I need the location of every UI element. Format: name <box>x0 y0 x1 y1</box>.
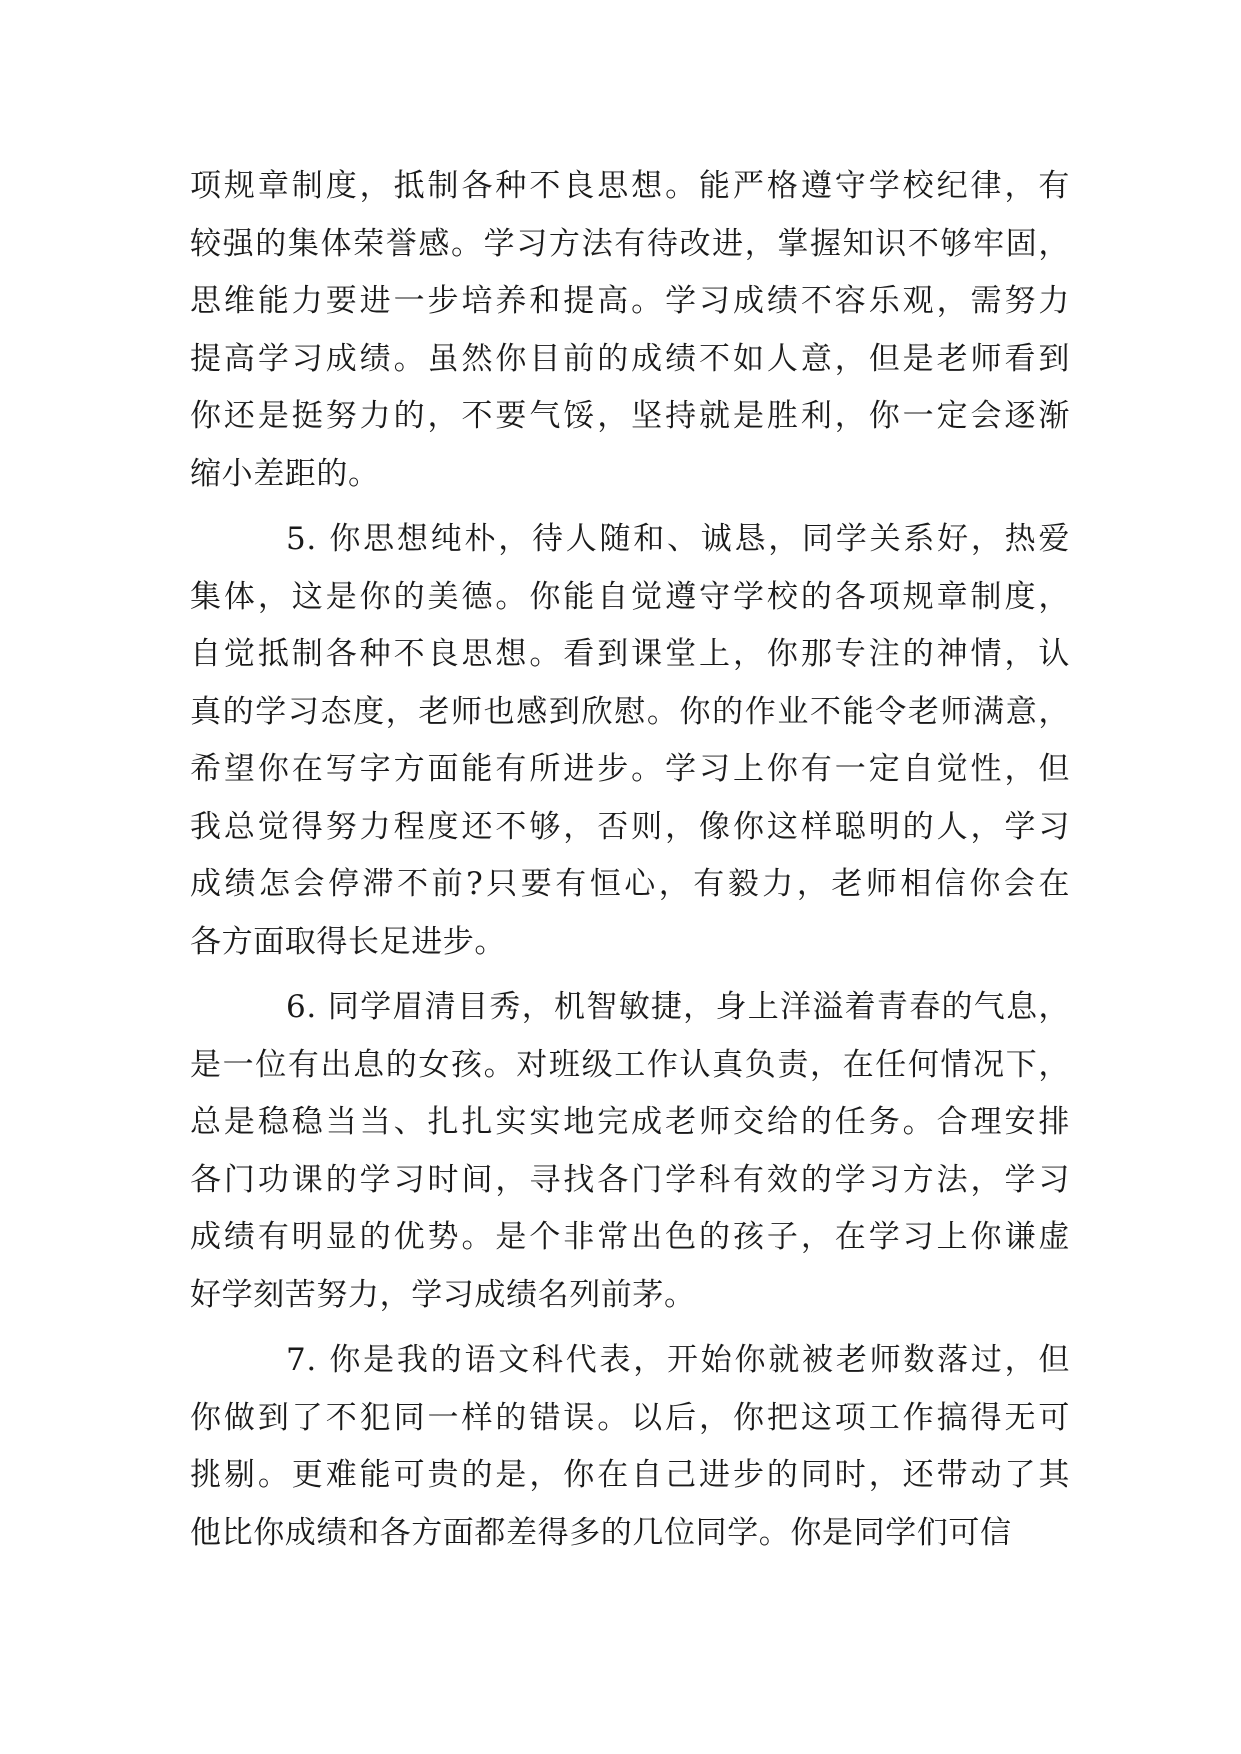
text-line: 成绩怎会停滞不前?只要有恒心，有毅力，老师相信你会在 <box>190 866 1070 902</box>
text-line: 项规章制度，抵制各种不良思想。能严格遵守学校纪律，有 <box>190 168 1070 204</box>
text-line: 总是稳稳当当、扎扎实实地完成老师交给的任务。合理安排 <box>190 1104 1070 1140</box>
text-line: 各门功课的学习时间，寻找各门学科有效的学习方法，学习 <box>190 1161 1070 1198</box>
text-line: 是一位有出息的女孩。对班级工作认真负责，在任何情况下， <box>190 1046 1070 1083</box>
text-line: 提高学习成绩。虽然你目前的成绩不如人意，但是老师看到 <box>190 340 1070 377</box>
text-line: 真的学习态度，老师也感到欣慰。你的作业不能令老师满意， <box>190 693 1070 730</box>
paragraph-p-continued <box>190 158 1070 503</box>
text-line: 集体，这是你的美德。你能自觉遵守学校的各项规章制度， <box>190 578 1070 615</box>
paragraph-p-5 <box>190 511 1070 971</box>
text-line: 5. 你思想纯朴，待人随和、诚恳，同学关系好，热爱 <box>286 521 1070 557</box>
text-line: 7. 你是我的语文科代表，开始你就被老师数落过，但 <box>286 1342 1070 1378</box>
text-line: 6. 同学眉清目秀，机智敏捷，身上洋溢着青春的气息， <box>286 989 1070 1025</box>
paragraph-p-7 <box>190 1332 1070 1562</box>
paragraph-p-6 <box>190 979 1070 1324</box>
text-line: 好学刻苦努力，学习成绩名列前茅。 <box>190 1276 696 1313</box>
text-line: 希望你在写字方面能有所进步。学习上你有一定自觉性，但 <box>190 751 1070 787</box>
text-line: 自觉抵制各种不良思想。看到课堂上，你那专注的神情，认 <box>190 636 1070 672</box>
text-line: 各方面取得长足进步。 <box>190 923 506 960</box>
text-line: 挑剔。更难能可贵的是，你在自己进步的同时，还带动了其 <box>190 1457 1070 1493</box>
text-line: 思维能力要进一步培养和提高。学习成绩不容乐观，需努力 <box>190 283 1070 319</box>
text-line: 缩小差距的。 <box>190 455 380 492</box>
text-line: 他比你成绩和各方面都差得多的几位同学。你是同学们可信 <box>190 1514 1012 1551</box>
text-line: 你还是挺努力的，不要气馁，坚持就是胜利，你一定会逐渐 <box>190 398 1070 434</box>
text-line: 成绩有明显的优势。是个非常出色的孩子，在学习上你谦虚 <box>190 1219 1070 1255</box>
document-body <box>190 158 1070 1562</box>
text-line: 你做到了不犯同一样的错误。以后，你把这项工作搞得无可 <box>190 1399 1070 1436</box>
text-line: 我总觉得努力程度还不够，否则，像你这样聪明的人，学习 <box>190 808 1070 845</box>
text-line: 较强的集体荣誉感。学习方法有待改进，掌握知识不够牢固， <box>190 225 1070 262</box>
